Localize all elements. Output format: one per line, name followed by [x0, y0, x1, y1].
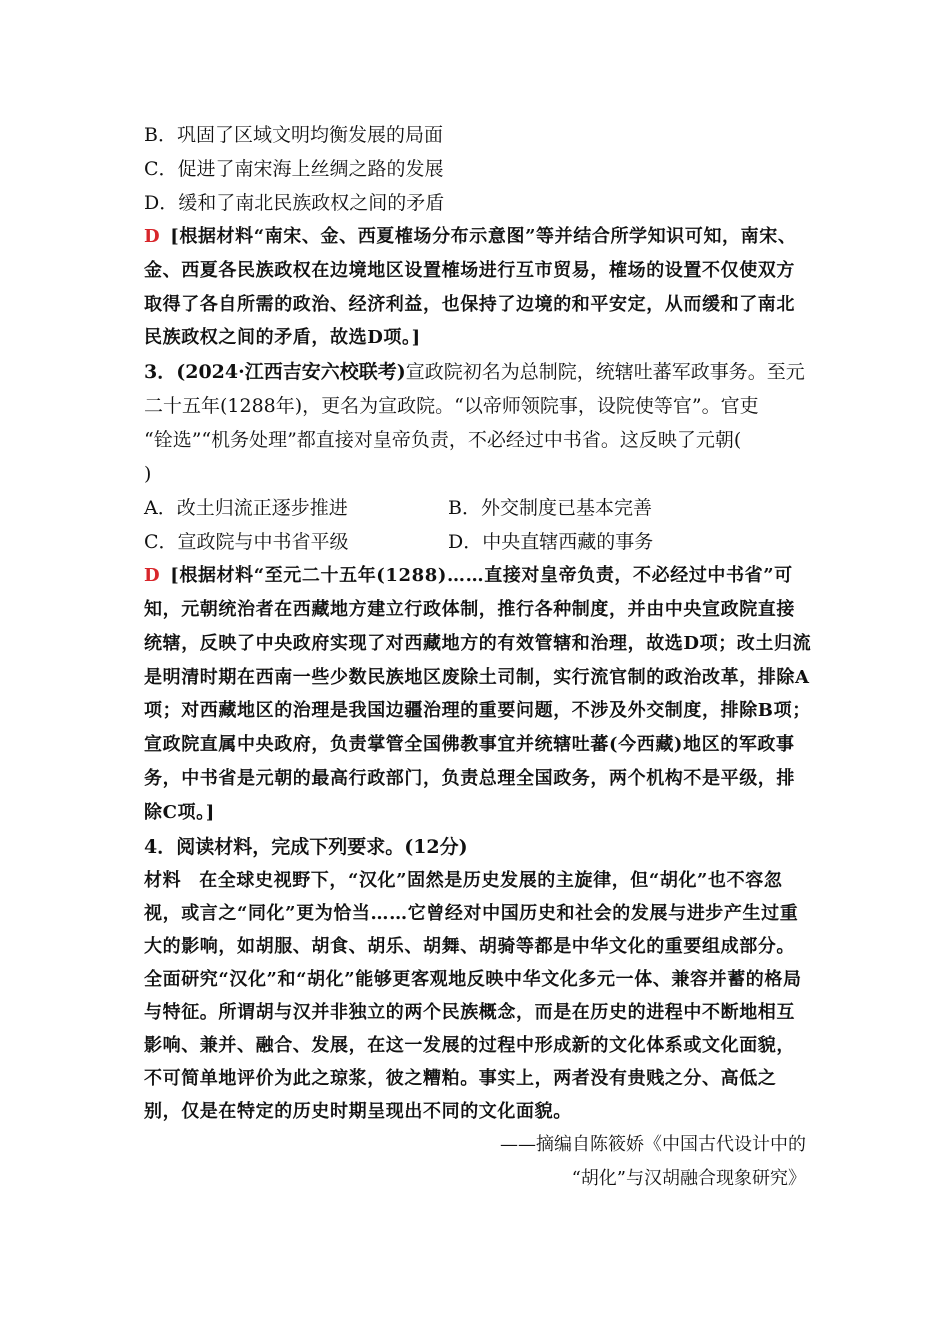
q2-explanation-block	[144, 220, 812, 355]
q3-stem-line-1	[144, 355, 812, 389]
q3-option-b: B．外交制度已基本完善	[448, 497, 652, 520]
q2-option-d: D．缓和了南北民族政权之间的矛盾	[144, 192, 445, 214]
q3-source: (2024·江西吉安六校联考)	[176, 361, 406, 384]
q2-option-b: B．巩固了区域文明均衡发展的局面	[144, 124, 443, 146]
q3-stem-line-3: “铨选”“机务处理”都直接对皇帝负责，不必经过中书省。这反映了元朝(	[144, 429, 742, 452]
q3-stem-line-4: )	[144, 463, 152, 486]
q4-source-line-1: ——摘编自陈筱娇《中国古代设计中的	[500, 1133, 806, 1155]
q4-material-block	[144, 864, 812, 1128]
q3-options-row-1	[144, 491, 812, 525]
q3-explanation-block	[144, 559, 812, 829]
q3-stem-text-1: 宣政院初名为总制院，统辖吐蕃军政事务。至元	[405, 361, 805, 384]
q4-material-text: 在全球史视野下，“汉化”固然是历史发展的主旋律，但“胡化”也不容忽视，或言之“同化”更为恰当……它曾经对中国历史和社会的发展与进步产生过重大的影响，如胡服、胡食、胡乐、胡舞、胡骑等都是中华文化的重要组成部分。全面研究“汉化”和“胡化”能够更客观地反映中华文化多元一体、兼容并蓄的格局与特征。所谓胡与汉并非独立的两个民族概念，而是在历史的进程中不断地相互影响、兼并、融合、发展，在这一发展的过程中形成新的文化体系或文化面貌，不可简单地评价为此之琼浆，彼之糟粕。事实上，两者没有贵贱之分、高低之别，仅是在特定的历史时期呈现出不同的文化面貌。	[144, 869, 802, 1122]
q4-title-text: 4．阅读材料，完成下列要求。(12分)	[144, 835, 468, 858]
document-page	[144, 118, 812, 1196]
q3-option-a: A．改土归流正逐步推进	[144, 497, 348, 520]
q2-explanation: [根据材料“南宋、金、西夏榷场分布示意图”等并结合所学知识可知，南宋、金、西夏各民族政权在边境地区设置榷场进行互市贸易，榷场的设置不仅使双方取得了各自所需的政治、经济利益，也保持了边境的和平安定，从而缓和了南北民族政权之间的矛盾，故选D项。]	[144, 226, 797, 349]
q2-answer: D	[144, 226, 161, 247]
q3-option-c: C．宣政院与中书省平级	[144, 531, 349, 554]
q3-explanation: [根据材料“至元二十五年(1288)……直接对皇帝负责，不必经过中书省”可知，元朝统治者在西藏地方建立行政体制，推行各种制度，并由中央宣政院直接统辖，反映了中央政府实现了对西藏地方的有效管辖和治理，故选D项；改土归流是明清时期在西南一些少数民族地区废除土司制，实行流官制的政治改革，排除A项；对西藏地区的治理是我国边疆治理的重要问题，不涉及外交制度，排除B项；宣政院直属中央政府，负责掌管全国佛教事宜并统辖吐蕃(今西藏)地区的军政事务，中书省是元朝的最高行政部门，负责总理全国政务，两个机构不是平级，排除C项。]	[144, 565, 812, 823]
q3-options-row-2	[144, 525, 812, 559]
q3-answer: D	[144, 565, 161, 587]
q4-source-line-2: “胡化”与汉胡融合现象研究》	[571, 1167, 806, 1189]
q2-option-c: C．促进了南宋海上丝绸之路的发展	[144, 158, 444, 180]
q4-title	[144, 830, 812, 864]
q3-number: 3．	[144, 361, 177, 384]
q3-stem-line-2: 二十五年(1288年)，更名为宣政院。“以帝师领院事，设院使等官”。官吏	[144, 395, 759, 418]
q3-option-d: D．中央直辖西藏的事务	[448, 531, 654, 554]
q4-material-label: 材料	[144, 869, 182, 891]
